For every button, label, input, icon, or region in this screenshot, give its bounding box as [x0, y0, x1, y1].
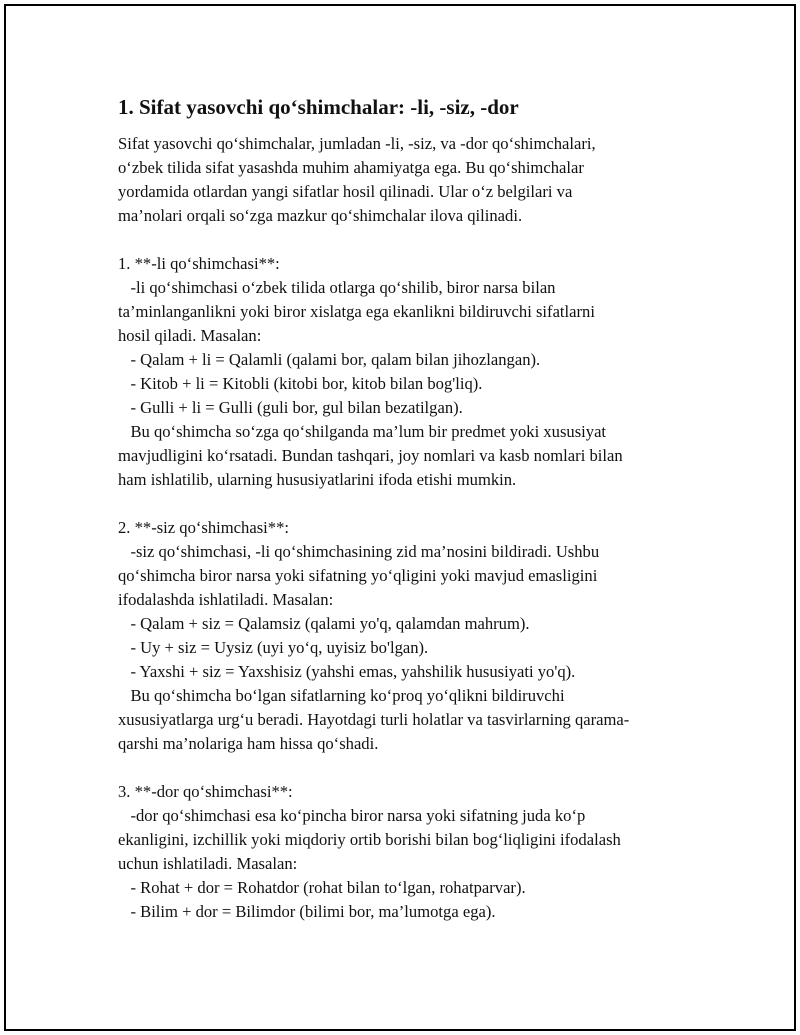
example-line: - Yaxshi + siz = Yaxshisiz (yahshi emas, yahshilik hususiyati yo'q). — [118, 662, 576, 681]
section-li — [118, 252, 698, 492]
example-line: - Bilim + dor = Bilimdor (bilimi bor, ma’lumotga ega). — [118, 902, 496, 921]
paragraph-gap — [118, 756, 698, 780]
text-line: qarshi ma’nolariga ham hissa qo‘shadi. — [118, 734, 379, 753]
text-line: qo‘shimcha biror narsa yoki sifatning yo‘qligini yoki mavjud emasligini — [118, 566, 598, 585]
example-line: - Qalam + siz = Qalamsiz (qalami yo'q, qalamdan mahrum). — [118, 614, 530, 633]
document-title: 1. Sifat yasovchi qo‘shimchalar: -li, -siz, -dor — [118, 95, 519, 119]
text-line: Bu qo‘shimcha so‘zga qo‘shilganda ma’lum bir predmet yoki xususiyat — [118, 422, 607, 441]
text-line: xususiyatlarga urg‘u beradi. Hayotdagi turli holatlar va tasvirlarning qarama- — [118, 710, 630, 729]
example-line: - Qalam + li = Qalamli (qalami bor, qalam bilan jihozlangan). — [118, 350, 541, 369]
text-line: Bu qo‘shimcha bo‘lgan sifatlarning ko‘proq yo‘qlikni bildiruvchi — [118, 686, 565, 705]
example-line: - Gulli + li = Gulli (guli bor, gul bilan bezatilgan). — [118, 398, 463, 417]
document-body — [118, 94, 698, 924]
text-line: -siz qo‘shimchasi, -li qo‘shimchasining zid ma’nosini bildiradi. Ushbu — [118, 542, 600, 561]
paragraph-gap — [118, 492, 698, 516]
section-heading: 1. **-li qo‘shimchasi**: — [118, 254, 280, 273]
text-line: ham ishlatilib, ularning hususiyatlarini ifoda etishi mumkin. — [118, 470, 517, 489]
text-line: ma’nolari orqali so‘zga mazkur qo‘shimchalar ilova qilinadi. — [118, 206, 523, 225]
text-line: ifodalashda ishlatiladi. Masalan: — [118, 590, 334, 609]
text-line: hosil qiladi. Masalan: — [118, 326, 262, 345]
section-heading: 3. **-dor qo‘shimchasi**: — [118, 782, 293, 801]
section-heading: 2. **-siz qo‘shimchasi**: — [118, 518, 289, 537]
paragraph-gap — [118, 228, 698, 252]
section-siz — [118, 516, 698, 756]
section-dor — [118, 780, 698, 924]
text-line: o‘zbek tilida sifat yasashda muhim ahamiyatga ega. Bu qo‘shimchalar — [118, 158, 584, 177]
text-line: ekanligini, izchillik yoki miqdoriy ortib borishi bilan bog‘liqligini ifodalash — [118, 830, 621, 849]
example-line: - Kitob + li = Kitobli (kitobi bor, kitob bilan bog'liq). — [118, 374, 483, 393]
example-line: - Uy + siz = Uysiz (uyi yo‘q, uyisiz bo'lgan). — [118, 638, 429, 657]
text-line: Sifat yasovchi qo‘shimchalar, jumladan -li, -siz, va -dor qo‘shimchalari, — [118, 134, 596, 153]
text-line: uchun ishlatiladi. Masalan: — [118, 854, 298, 873]
example-line: - Rohat + dor = Rohatdor (rohat bilan to‘lgan, rohatparvar). — [118, 878, 526, 897]
intro-paragraph — [118, 132, 698, 228]
text-line: -li qo‘shimchasi o‘zbek tilida otlarga qo‘shilib, biror narsa bilan — [118, 278, 556, 297]
text-line: mavjudligini ko‘rsatadi. Bundan tashqari, joy nomlari va kasb nomlari bilan — [118, 446, 623, 465]
text-line: yordamida otlardan yangi sifatlar hosil qilinadi. Ular o‘z belgilari va — [118, 182, 573, 201]
text-line: -dor qo‘shimchasi esa ko‘pincha biror narsa yoki sifatning juda ko‘p — [118, 806, 586, 825]
text-line: ta’minlanganlikni yoki biror xislatga ega ekanlikni bildiruvchi sifatlarni — [118, 302, 595, 321]
